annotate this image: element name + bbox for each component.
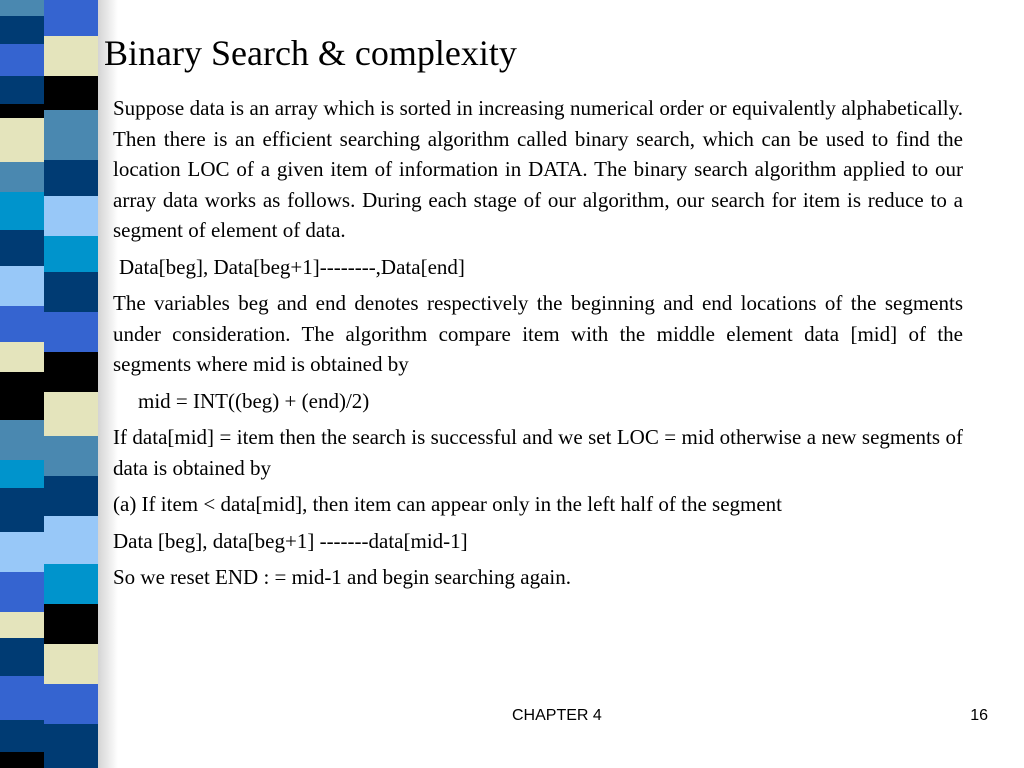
paragraph-mid-formula: mid = INT((beg) + (end)/2) (138, 388, 370, 413)
strip-block (44, 516, 98, 564)
paragraph-reset: So we reset END : = mid-1 and begin searching again. (113, 565, 571, 589)
strip-block (44, 272, 98, 312)
footer-chapter: CHAPTER 4 (512, 707, 602, 724)
strip-block (0, 162, 44, 192)
strip-block (44, 76, 98, 110)
strip-block (0, 676, 44, 720)
strip-block (0, 230, 44, 266)
paragraph-success-condition: If data[mid] = item then the search is successful and we set LOC = mid otherwise a new segments of data is obtained by (113, 425, 963, 480)
paragraph-new-segment: Data [beg], data[beg+1] -------data[mid-1] (113, 528, 468, 553)
strip-block (0, 76, 44, 104)
strip-block (0, 638, 44, 676)
strip-block (0, 460, 44, 488)
strip-block (0, 532, 44, 572)
strip-block (44, 684, 98, 724)
strip-block (44, 392, 98, 436)
strip-block (44, 236, 98, 272)
strip-block (0, 572, 44, 612)
strip-block (44, 352, 98, 392)
strip-block (44, 36, 98, 76)
strip-block (44, 110, 98, 160)
strip-block (0, 720, 44, 752)
strip-block (44, 436, 98, 476)
strip-block (0, 752, 44, 768)
strip-block (0, 266, 44, 306)
paragraph-variables: The variables beg and end denotes respectively the beginning and end locations of the segments under consideration. The algorithm compare item with the middle element data [mid] of the segments where mid is obtained by (113, 291, 963, 376)
strip-block (0, 420, 44, 460)
page-number: 16 (970, 707, 988, 724)
strip-block (0, 16, 44, 44)
strip-block (44, 564, 98, 604)
strip-block (44, 0, 98, 36)
strip-block (0, 612, 44, 638)
paragraph-intro: Suppose data is an array which is sorted in increasing numerical order or equivalently alphabetically. Then there is an efficient searching algorithm called binary search, which can be used to find the location LOC of a given item of information in DATA. The binary search algorithm applied to our array data works as follows. During each stage of our algorithm, our search for item is reduce to a segment of element of data. (113, 96, 963, 242)
strip-block (0, 306, 44, 342)
strip-block (0, 104, 44, 118)
strip-block (44, 604, 98, 644)
decorative-side-strip (0, 0, 118, 768)
paragraph-left-half: (a) If item < data[mid], then item can appear only in the left half of the segment (113, 492, 783, 516)
strip-block (44, 160, 98, 196)
strip-block (0, 118, 44, 162)
strip-block (0, 0, 44, 16)
slide-body (113, 93, 963, 593)
strip-block (0, 372, 44, 420)
strip-block (44, 724, 98, 768)
strip-block (44, 312, 98, 352)
strip-block (44, 476, 98, 516)
strip-block (0, 488, 44, 532)
strip-block (44, 644, 98, 684)
slide-title: Binary Search & complexity (104, 33, 517, 73)
paragraph-segment-notation: Data[beg], Data[beg+1]--------,Data[end] (119, 254, 465, 279)
strip-block (0, 192, 44, 230)
strip-block (0, 44, 44, 76)
strip-block (0, 342, 44, 372)
strip-block (44, 196, 98, 236)
